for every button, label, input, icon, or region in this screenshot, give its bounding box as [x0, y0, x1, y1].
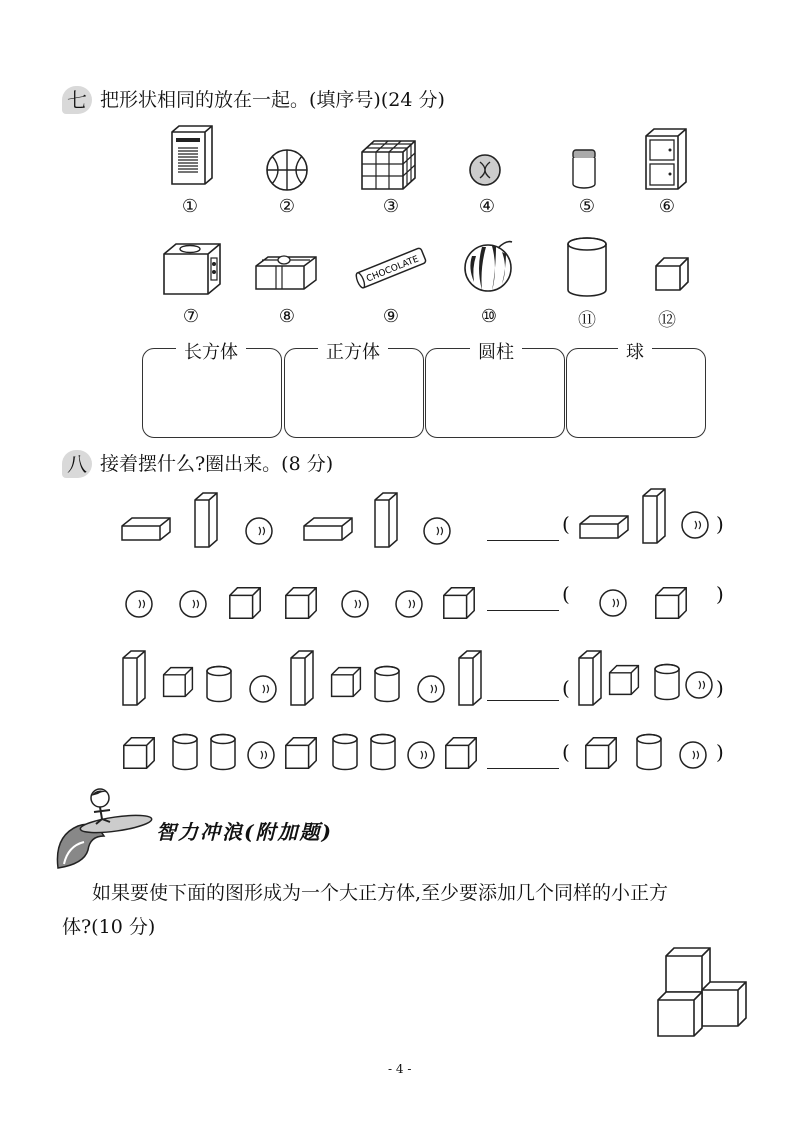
- choice-ball-icon[interactable]: [598, 588, 628, 618]
- paren-close: ): [716, 676, 724, 700]
- watermelon-icon: [462, 238, 518, 294]
- cylinder-icon: [330, 732, 360, 772]
- cube-icon: [328, 664, 364, 700]
- rubiks-cube-icon: [358, 138, 418, 192]
- computer-case-icon: [170, 124, 214, 186]
- ball-icon: [340, 589, 370, 619]
- cube-icon: [160, 664, 196, 700]
- tall-cuboid-icon: [456, 648, 484, 708]
- ball-icon: [394, 589, 424, 619]
- jar-cylinder-icon: [570, 146, 598, 190]
- label-4: ④: [478, 196, 496, 217]
- fish-ball-icon: [468, 152, 502, 188]
- answer-blank-3[interactable]: [487, 700, 559, 701]
- paren-open: (: [562, 676, 570, 700]
- ball-icon: [422, 516, 452, 546]
- answer-blank-2[interactable]: [487, 610, 559, 611]
- paren-close: ): [716, 740, 724, 764]
- tall-cuboid-icon: [288, 648, 316, 708]
- label-1: ①: [181, 196, 199, 217]
- cube-icon: [282, 734, 320, 772]
- choice-cube-icon[interactable]: [652, 584, 690, 622]
- flat-cuboid-icon: [302, 514, 354, 544]
- ball-icon: [406, 740, 436, 770]
- label-12: ⑫: [658, 310, 676, 331]
- tall-cuboid-icon: [192, 490, 220, 550]
- chocolate-text: CHOCOLATE: [365, 254, 421, 285]
- flat-cuboid-icon: [120, 514, 172, 544]
- choice-tall-cuboid-icon[interactable]: [576, 648, 604, 708]
- label-5: ⑤: [578, 196, 596, 217]
- ball-icon: [416, 674, 446, 704]
- cube-icon: [282, 584, 320, 622]
- answer-blank-4[interactable]: [487, 768, 559, 769]
- paren-close: ): [716, 582, 724, 606]
- chocolate-bar-icon: [350, 240, 432, 296]
- label-9: ⑨: [382, 306, 400, 327]
- section8-title: 接着摆什么?圈出来。(8 分): [100, 453, 334, 475]
- label-11: ⑪: [578, 310, 596, 331]
- label-6: ⑥: [658, 196, 676, 217]
- ball-icon: [124, 589, 154, 619]
- choice-flat-cuboid-icon[interactable]: [578, 512, 630, 542]
- category-label-cube: 正方体: [318, 338, 388, 364]
- category-label-cuboid: 长方体: [176, 338, 246, 364]
- label-8: ⑧: [278, 306, 296, 327]
- label-10: ⑩: [480, 306, 498, 327]
- tall-cuboid-icon: [120, 648, 148, 708]
- label-7: ⑦: [182, 306, 200, 327]
- paren-open: (: [562, 740, 570, 764]
- page-number: - 4 -: [388, 1062, 412, 1076]
- ball-icon: [178, 589, 208, 619]
- cylinder-icon: [372, 664, 402, 704]
- category-label-sphere: 球: [618, 338, 652, 364]
- basketball-icon: [264, 148, 310, 192]
- gift-box-icon: [162, 240, 224, 298]
- small-cube-icon: [652, 254, 692, 294]
- label-2: ②: [278, 196, 296, 217]
- cylinder-icon: [170, 732, 200, 772]
- cube-icon: [120, 734, 158, 772]
- bonus-question-line2: 体?(10 分): [62, 916, 156, 938]
- choice-tall-cuboid-icon[interactable]: [640, 486, 668, 546]
- section7-number: 七: [62, 86, 92, 114]
- cylinder-icon: [208, 732, 238, 772]
- label-3: ③: [382, 196, 400, 217]
- cube-icon: [226, 584, 264, 622]
- cylinder-container-icon: [564, 236, 610, 300]
- cabinet-icon: [644, 126, 688, 192]
- answer-blank-1[interactable]: [487, 540, 559, 541]
- section8-number: 八: [62, 450, 92, 478]
- ball-icon: [244, 516, 274, 546]
- paren-open: (: [562, 582, 570, 606]
- wrapped-present-icon: [254, 252, 320, 292]
- cylinder-icon: [204, 664, 234, 704]
- bonus-question-line1: 如果要使下面的图形成为一个大正方体,至少要添加几个同样的小正方: [92, 882, 669, 904]
- choice-cylinder-icon[interactable]: [652, 662, 682, 702]
- cylinder-icon: [368, 732, 398, 772]
- paren-open: (: [562, 512, 570, 536]
- stacked-cubes-figure: [654, 946, 750, 1040]
- category-label-cylinder: 圆柱: [470, 338, 522, 364]
- ball-icon: [246, 740, 276, 770]
- choice-cube-icon[interactable]: [582, 734, 620, 772]
- choice-ball-icon[interactable]: [684, 670, 714, 700]
- ball-icon: [248, 674, 278, 704]
- bonus-title: 智力冲浪(附加题): [156, 820, 333, 844]
- cube-icon: [442, 734, 480, 772]
- surfer-mascot-icon: [54, 786, 154, 870]
- choice-cylinder-icon[interactable]: [634, 732, 664, 772]
- choice-ball-icon[interactable]: [680, 510, 710, 540]
- paren-close: ): [716, 512, 724, 536]
- cube-icon: [440, 584, 478, 622]
- section7-title: 把形状相同的放在一起。(填序号)(24 分): [100, 89, 445, 111]
- choice-ball-icon[interactable]: [678, 740, 708, 770]
- tall-cuboid-icon: [372, 490, 400, 550]
- choice-cube-icon[interactable]: [606, 662, 642, 698]
